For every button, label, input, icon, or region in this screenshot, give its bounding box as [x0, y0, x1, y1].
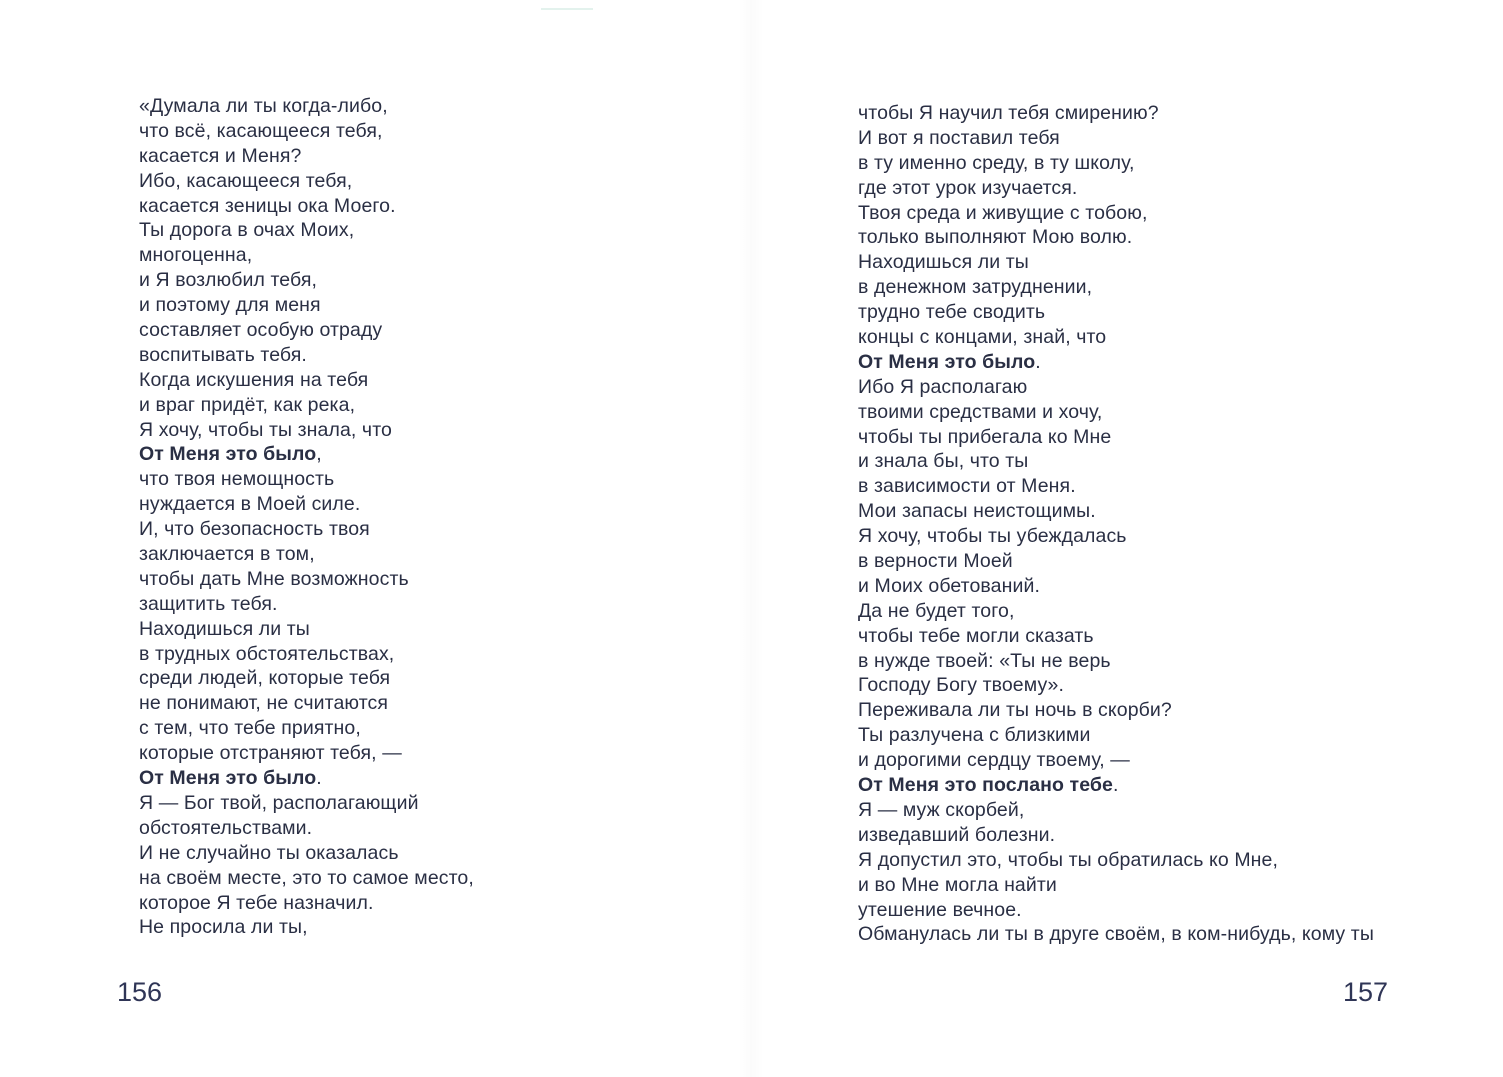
line-text: в трудных обстоятельствах, [139, 642, 395, 665]
line-text: которое Я тебе назначил. [139, 891, 374, 914]
line-text: где этот урок изучается. [858, 176, 1078, 199]
text-line [139, 791, 474, 816]
line-text: Я — Бог твой, располагающий [139, 791, 419, 814]
line-text: касается и Меня? [139, 144, 302, 167]
text-line [858, 300, 1374, 325]
line-text: нуждается в Моей силе. [139, 493, 361, 516]
text-line [858, 375, 1374, 400]
line-punctuation: . [316, 767, 322, 790]
text-line [858, 624, 1374, 649]
line-text: И вот я поставил тебя [858, 126, 1060, 149]
line-text: воспитывать тебя. [139, 343, 307, 366]
text-line [139, 816, 474, 841]
line-text: в верности Моей [858, 550, 1013, 573]
text-line [139, 691, 474, 716]
text-line [858, 723, 1374, 748]
line-text: что твоя немощность [139, 468, 335, 491]
line-text: Переживала ли ты ночь в скорби? [858, 699, 1172, 722]
text-line [858, 898, 1374, 923]
text-line [139, 642, 474, 667]
text-line [139, 741, 474, 766]
text-line [858, 773, 1374, 798]
line-text: Я хочу, чтобы ты знала, что [139, 418, 392, 441]
line-text: в ту именно среду, в ту школу, [858, 151, 1135, 174]
left-page-number: 156 [117, 977, 163, 1007]
line-punctuation: . [1112, 774, 1119, 797]
line-text: и враг придёт, как река, [139, 393, 356, 416]
line-text: Ибо, касающееся тебя, [139, 169, 353, 192]
line-text: Мои запасы неистощимы. [858, 500, 1096, 523]
line-text: Я — муж скорбей, [858, 798, 1025, 821]
line-text: в денежном затруднении, [858, 276, 1093, 299]
text-line [858, 275, 1374, 300]
line-text: заключается в том, [139, 543, 315, 566]
text-line [858, 823, 1374, 848]
emphasized-line-text: От Меня это было [858, 350, 1036, 373]
line-text: Находишься ли ты [139, 617, 310, 640]
text-line [139, 318, 474, 343]
line-text: И, что безопасность твоя [139, 518, 370, 541]
text-line [858, 922, 1374, 947]
text-line [139, 492, 474, 517]
line-text: изведавший болезни. [858, 823, 1056, 846]
text-line [858, 549, 1374, 574]
text-line [858, 873, 1374, 898]
text-line [139, 467, 474, 492]
text-line [858, 698, 1374, 723]
text-line [139, 442, 474, 467]
line-text: многоценна, [139, 244, 253, 267]
text-line [139, 766, 474, 791]
line-text: обстоятельствами. [139, 816, 313, 839]
text-line [858, 201, 1374, 226]
line-text: с тем, что тебе приятно, [139, 717, 361, 740]
line-text: касается зеницы ока Моего. [139, 194, 396, 217]
text-line [858, 499, 1374, 524]
line-text: защитить тебя. [139, 592, 278, 615]
text-line [858, 101, 1374, 126]
text-line [858, 673, 1374, 698]
text-line [139, 841, 474, 866]
text-line [139, 542, 474, 567]
text-line [139, 567, 474, 592]
line-text: Обманулась ли ты в друге своём, в ком-нибудь, кому ты [858, 923, 1374, 946]
line-text: в зависимости от Меня. [858, 475, 1076, 498]
line-text: Я допустил это, чтобы ты обратилась ко Мне, [858, 848, 1279, 871]
line-text: что всё, касающееся тебя, [139, 119, 383, 142]
line-text: на своём месте, это то самое место, [139, 866, 474, 889]
line-text: и дорогими сердцу твоему, — [858, 749, 1130, 772]
text-line [139, 169, 474, 194]
emphasized-line-text: От Меня это послано тебе [858, 774, 1113, 797]
text-line [858, 599, 1374, 624]
text-line [139, 866, 474, 891]
text-line [139, 666, 474, 691]
text-line [139, 119, 474, 144]
line-text: и Моих обетований. [858, 574, 1040, 597]
emphasized-line-text: От Меня это было [139, 443, 317, 466]
text-line [139, 218, 474, 243]
line-text: в нужде твоей: «Ты не верь [858, 649, 1111, 672]
line-text: утешение вечное. [858, 898, 1022, 921]
line-text: только выполняют Мою волю. [858, 226, 1133, 249]
line-text: Господу Богу твоему». [858, 674, 1065, 697]
left-page [0, 0, 751, 1077]
right-page-text [858, 101, 1374, 947]
line-text: чтобы Я научил тебя смирению? [858, 102, 1159, 124]
right-page-number: 157 [1343, 977, 1389, 1007]
text-line [139, 268, 474, 293]
line-text: Я хочу, чтобы ты убеждалась [858, 525, 1127, 548]
line-text: Твоя среда и живущие с тобою, [858, 201, 1148, 224]
text-line [858, 350, 1374, 375]
text-line [858, 400, 1374, 425]
text-line [858, 449, 1374, 474]
line-text: И не случайно ты оказалась [139, 841, 399, 864]
text-line [858, 425, 1374, 450]
right-page [751, 0, 1503, 1077]
text-line [858, 748, 1374, 773]
text-line [858, 126, 1374, 151]
text-line [139, 891, 474, 916]
text-line [858, 848, 1374, 873]
text-line [139, 343, 474, 368]
text-line [858, 474, 1374, 499]
text-line [858, 649, 1374, 674]
text-line [139, 243, 474, 268]
line-text: Ты разлучена с близкими [858, 724, 1091, 747]
text-line [858, 798, 1374, 823]
line-text: не понимают, не считаются [139, 692, 389, 715]
line-text: и во Мне могла найти [858, 873, 1057, 896]
text-line [858, 151, 1374, 176]
line-text: Не просила ли ты, [139, 916, 308, 939]
line-text: составляет особую отраду [139, 319, 383, 342]
line-text: концы с концами, знай, что [858, 326, 1107, 349]
line-text: и Я возлюбил тебя, [139, 269, 318, 292]
line-text: Ибо Я располагаю [858, 375, 1028, 398]
line-text: Да не будет того, [858, 599, 1015, 622]
text-line [139, 915, 474, 940]
text-line [139, 194, 474, 219]
emphasized-line-text: От Меня это было [139, 767, 317, 790]
line-text: и знала бы, что ты [858, 450, 1029, 473]
line-text: чтобы ты прибегала ко Мне [858, 425, 1112, 448]
line-text: «Думала ли ты когда-либо, [139, 95, 388, 117]
text-line [139, 94, 474, 119]
line-text: Когда искушения на тебя [139, 368, 369, 391]
text-line [858, 176, 1374, 201]
text-line [858, 524, 1374, 549]
text-line [139, 716, 474, 741]
line-text: твоими средствами и хочу, [858, 400, 1103, 423]
line-text: чтобы дать Мне возможность [139, 567, 409, 590]
text-line [858, 325, 1374, 350]
text-line [139, 418, 474, 443]
line-punctuation: , [316, 443, 322, 466]
left-page-text [139, 94, 474, 940]
line-text: Ты дорога в очах Моих, [139, 219, 355, 242]
text-line [139, 393, 474, 418]
line-text: Находишься ли ты [858, 251, 1029, 274]
line-text: которые отстраняют тебя, — [139, 742, 402, 765]
line-text: среди людей, которые тебя [139, 667, 391, 690]
text-line [139, 368, 474, 393]
text-line [139, 617, 474, 642]
text-line [139, 293, 474, 318]
text-line [858, 574, 1374, 599]
text-line [858, 225, 1374, 250]
line-punctuation: . [1035, 350, 1041, 373]
line-text: чтобы тебе могли сказать [858, 624, 1094, 647]
text-line [139, 144, 474, 169]
line-text: и поэтому для меня [139, 294, 321, 317]
text-line [139, 592, 474, 617]
text-line [858, 250, 1374, 275]
line-text: трудно тебе сводить [858, 301, 1046, 324]
text-line [139, 517, 474, 542]
